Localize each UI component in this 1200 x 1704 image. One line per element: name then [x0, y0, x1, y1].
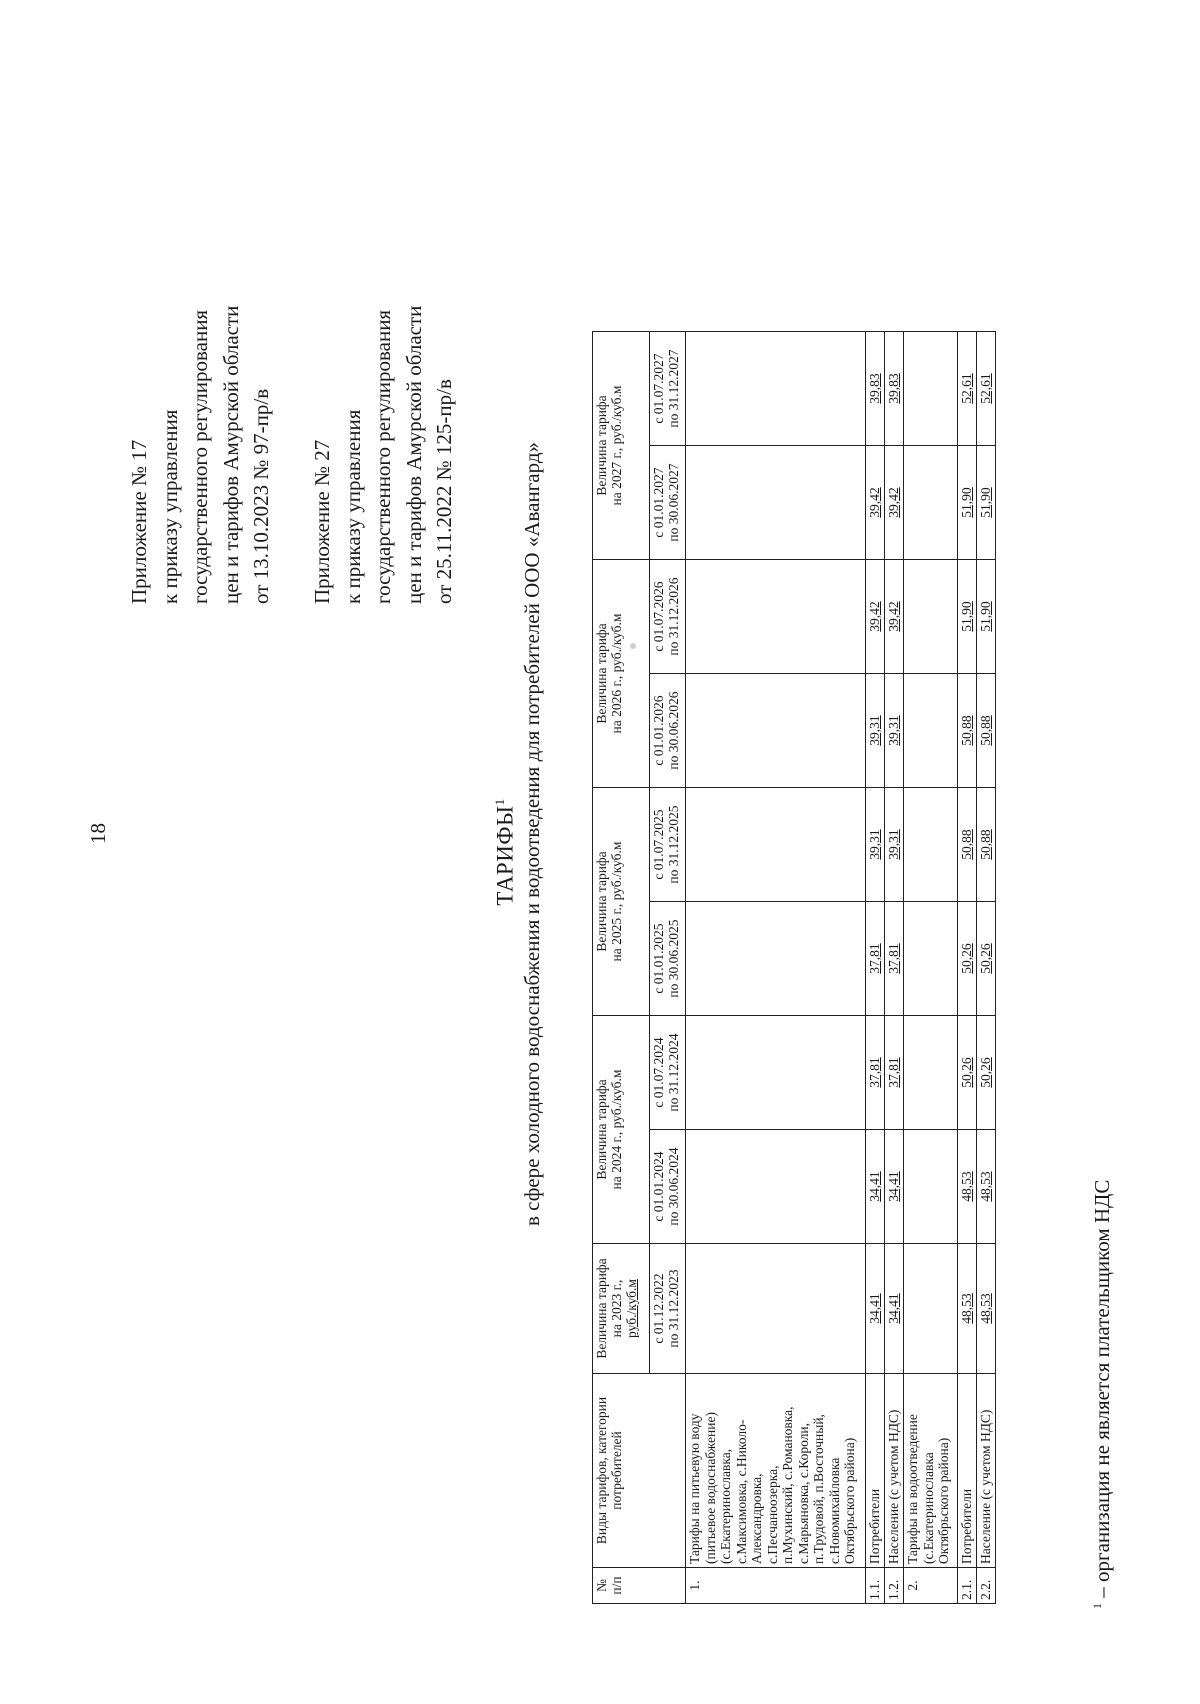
header-row-1: [593, 332, 650, 1604]
header-year-2024: Величина тарифа на 2024 г., руб./куб.м: [593, 1016, 650, 1244]
period-2025-h2: с 01.07.2025 по 31.12.2025: [650, 788, 686, 902]
row-num: 2.1.: [958, 1568, 977, 1604]
approval-line: от 25.11.2022 № 125-пр/в: [432, 379, 456, 604]
tariff-value: 50,88: [958, 674, 977, 788]
footnote-mark: 1: [1090, 1603, 1104, 1609]
tariff-value: 39,31: [885, 674, 904, 788]
tariff-table: [592, 331, 996, 1604]
approval-line: цен и тарифов Амурской области: [401, 305, 426, 604]
tariff-value: 52,61: [958, 332, 977, 446]
tariff-value: 39,83: [866, 332, 885, 446]
approval-line: Приложение № 27: [310, 439, 334, 604]
title-text: ТАРИФЫ: [492, 805, 518, 906]
tariff-value: 51,90: [958, 560, 977, 674]
header-year-2027: Величина тарифа на 2027 г., руб./куб.м: [593, 332, 650, 560]
approval-line: к приказу управления: [340, 409, 365, 604]
period-2024-h2: с 01.07.2024 по 31.12.2024: [650, 1016, 686, 1130]
tariff-value: 39,42: [866, 446, 885, 560]
row-num: 1.2.: [885, 1568, 904, 1604]
table-row: [958, 332, 977, 1604]
header-year-2026: Величина тарифа на 2026 г., руб./куб.м: [593, 560, 650, 788]
tariff-value: 39,83: [885, 332, 904, 446]
tariff-value: 39,31: [885, 788, 904, 902]
tariff-value: 50,26: [958, 1016, 977, 1130]
tariff-value: 51,90: [977, 446, 996, 560]
approval-block-2: [307, 306, 460, 604]
tariff-value: 34,41: [885, 1130, 904, 1244]
row-num: 1.1.: [866, 1568, 885, 1604]
row-label: Население (с учетом НДС): [977, 1374, 996, 1568]
approval-block-1: [124, 306, 277, 604]
period-2027-h2: с 01.07.2027 по 31.12.2027: [650, 332, 686, 446]
tariff-value: 51,90: [977, 560, 996, 674]
document-subtitle: в сфере холодного водоснабжения и водоотведения для потребителей ООО «Авангард»: [520, 441, 544, 1227]
tariff-value: 37,81: [866, 1016, 885, 1130]
footnote: [1090, 1180, 1115, 1609]
period-2024-h1: с 01.01.2024 по 30.06.2024: [650, 1130, 686, 1244]
tariff-value: 37,81: [866, 902, 885, 1016]
tariff-value: 48,53: [977, 1244, 996, 1374]
tariff-value: 34,41: [866, 1130, 885, 1244]
tariff-value: 50,26: [958, 902, 977, 1016]
tariff-value: 50,26: [977, 902, 996, 1016]
title-footnote-mark: 1: [492, 798, 507, 806]
row-num: 2.2.: [977, 1568, 996, 1604]
page-number: 18: [86, 823, 110, 844]
header-kind: Виды тарифов, категории потребителей: [593, 1374, 686, 1568]
row-label: Потребители: [866, 1374, 885, 1568]
approval-line: государственного регулирования: [371, 309, 395, 604]
approval-line: к приказу управления: [157, 409, 182, 604]
tariff-value: 50,26: [977, 1016, 996, 1130]
section-row-1: [686, 332, 866, 1604]
approval-line: цен и тарифов Амурской области: [218, 305, 243, 604]
tariff-value: 39,42: [885, 560, 904, 674]
tariff-value: 50,88: [958, 788, 977, 902]
period-2026-h1: с 01.01.2026 по 30.06.2026: [650, 674, 686, 788]
tariff-value: 48,53: [958, 1130, 977, 1244]
row-label: Население (с учетом НДС): [885, 1374, 904, 1568]
tariff-value: 50,88: [977, 788, 996, 902]
period-2026-h2: с 01.07.2026 по 31.12.2026: [650, 560, 686, 674]
tariff-value: 50,88: [977, 674, 996, 788]
tariff-value: 48,53: [958, 1244, 977, 1374]
approval-line: государственного регулирования: [188, 309, 212, 604]
tariff-value: 39,42: [866, 560, 885, 674]
period-2025-h1: с 01.01.2025 по 30.06.2025: [650, 902, 686, 1016]
table-row: [885, 332, 904, 1604]
tariff-value: 52,61: [977, 332, 996, 446]
tariff-value: 48,53: [977, 1130, 996, 1244]
period-2023: с 01.12.2022 по 31.12.2023: [650, 1244, 686, 1374]
section-num: 1.: [686, 1568, 866, 1604]
document-title: [492, 0, 519, 1704]
approval-line: от 13.10.2023 № 97-пр/в: [249, 388, 273, 604]
period-2027-h1: с 01.01.2027 по 30.06.2027: [650, 446, 686, 560]
tariff-value: 39,42: [885, 446, 904, 560]
tariff-value: 34,41: [866, 1244, 885, 1374]
tariff-value: 39,31: [866, 788, 885, 902]
footnote-text: – организация не является плательщиком НДС: [1090, 1179, 1114, 1603]
tariff-value: 51,90: [958, 446, 977, 560]
table-row: [866, 332, 885, 1604]
scan-speck: [630, 643, 636, 649]
tariff-value: 37,81: [885, 1016, 904, 1130]
row-label: Потребители: [958, 1374, 977, 1568]
header-year-2025: Величина тарифа на 2025 г., руб./куб.м: [593, 788, 650, 1016]
approval-line: Приложение № 17: [127, 439, 151, 604]
tariff-value: 37,81: [885, 902, 904, 1016]
section-num: 2.: [904, 1568, 958, 1604]
header-year-2023: Величина тарифа на 2023 г., руб./куб.м: [593, 1244, 650, 1374]
header-num: № п/п: [593, 1568, 686, 1604]
section-row-2: [904, 332, 958, 1604]
table-row: [977, 332, 996, 1604]
section-description: Тарифы на питьевую воду (питьевое водоснабжение) (с.Екатеринославка, с.Максимовка, с.Николо- Александровка, с.Песчаноозерка, п.Мухинский, с.Романовка, с.Марьяновка, с.Короли, п.Трудовой, п.Восточный, с.Новомихайловка Октябрьского района): [686, 1374, 866, 1568]
section-description: Тарифы на водоотведение (с.Екатеринославка Октябрьского района): [904, 1374, 958, 1568]
tariff-value: 34,41: [885, 1244, 904, 1374]
tariff-value: 39,31: [866, 674, 885, 788]
